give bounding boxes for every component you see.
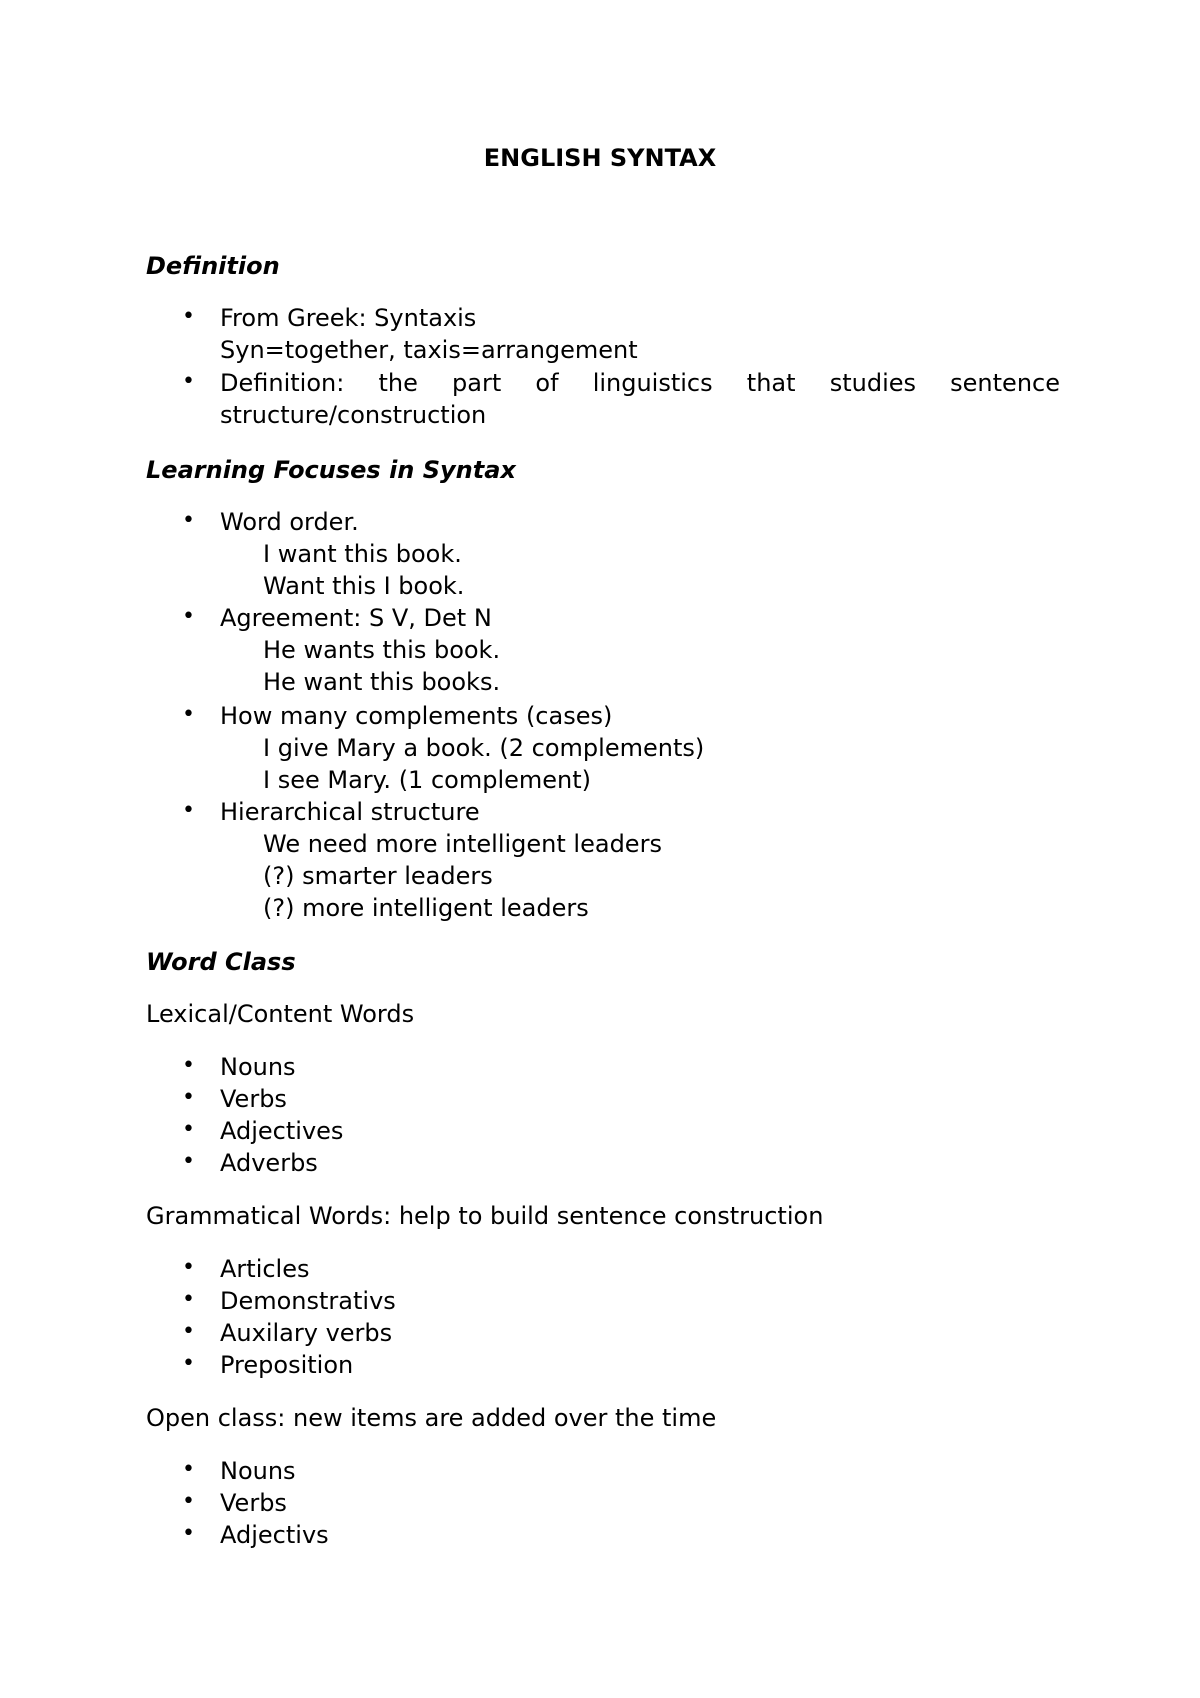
- bullet-icon: •: [182, 508, 195, 533]
- list-item: Nouns: [220, 1457, 296, 1485]
- page-title: ENGLISH SYNTAX: [483, 144, 717, 172]
- bullet-icon: •: [182, 1351, 195, 1376]
- list-item: Auxilary verbs: [220, 1319, 393, 1347]
- bullet-icon: •: [182, 1521, 195, 1546]
- word: Definition:: [220, 369, 345, 397]
- list-item: Adjectives: [220, 1117, 344, 1145]
- list-item: Hierarchical structure: [220, 798, 480, 826]
- example-sentence: He wants this book.: [263, 636, 501, 664]
- section-heading-definition: Definition: [146, 252, 280, 280]
- list-item: Demonstrativs: [220, 1287, 396, 1315]
- paragraph-grammatical: Grammatical Words: help to build sentence construction: [146, 1202, 824, 1230]
- bullet-icon: •: [182, 1489, 195, 1514]
- example-sentence: Want this I book.: [263, 572, 465, 600]
- word: of: [535, 369, 559, 397]
- bullet-icon: •: [182, 1085, 195, 1110]
- list-item: Preposition: [220, 1351, 354, 1379]
- example-sentence: (?) smarter leaders: [263, 862, 493, 890]
- bullet-icon: •: [182, 1319, 195, 1344]
- list-item: Nouns: [220, 1053, 296, 1081]
- word: part: [452, 369, 502, 397]
- example-sentence: I see Mary. (1 complement): [263, 766, 592, 794]
- list-item: Articles: [220, 1255, 310, 1283]
- example-sentence: I want this book.: [263, 540, 462, 568]
- list-item-continuation: Syn=together, taxis=arrangement: [220, 336, 638, 364]
- section-heading-word-class: Word Class: [146, 948, 296, 976]
- list-item: Word order.: [220, 508, 359, 536]
- list-item: Verbs: [220, 1085, 287, 1113]
- bullet-icon: •: [182, 1255, 195, 1280]
- bullet-icon: •: [182, 1287, 195, 1312]
- bullet-icon: •: [182, 604, 195, 629]
- bullet-icon: •: [182, 1053, 195, 1078]
- example-sentence: We need more intelligent leaders: [263, 830, 662, 858]
- bullet-icon: •: [182, 702, 195, 727]
- example-sentence: (?) more intelligent leaders: [263, 894, 589, 922]
- section-heading-learning-focuses: Learning Focuses in Syntax: [146, 456, 516, 484]
- example-sentence: He want this books.: [263, 668, 501, 696]
- example-sentence: I give Mary a book. (2 complements): [263, 734, 705, 762]
- list-item: Verbs: [220, 1489, 287, 1517]
- list-item: Adverbs: [220, 1149, 318, 1177]
- paragraph-open-class: Open class: new items are added over the time: [146, 1404, 717, 1432]
- word: that: [746, 369, 796, 397]
- word: sentence: [950, 369, 1060, 397]
- bullet-icon: •: [182, 1457, 195, 1482]
- bullet-icon: •: [182, 1149, 195, 1174]
- word: linguistics: [592, 369, 713, 397]
- bullet-icon: •: [182, 798, 195, 823]
- word: studies: [829, 369, 916, 397]
- word: the: [378, 369, 418, 397]
- paragraph-lexical: Lexical/Content Words: [146, 1000, 415, 1028]
- definition-justified-line: [220, 367, 1060, 399]
- list-item-continuation: structure/construction: [220, 401, 487, 429]
- bullet-icon: •: [182, 304, 195, 329]
- list-item: Adjectivs: [220, 1521, 329, 1549]
- list-item: Agreement: S V, Det N: [220, 604, 492, 632]
- bullet-icon: •: [182, 1117, 195, 1142]
- list-item: From Greek: Syntaxis: [220, 304, 477, 332]
- list-item: How many complements (cases): [220, 702, 613, 730]
- bullet-icon: •: [182, 369, 195, 394]
